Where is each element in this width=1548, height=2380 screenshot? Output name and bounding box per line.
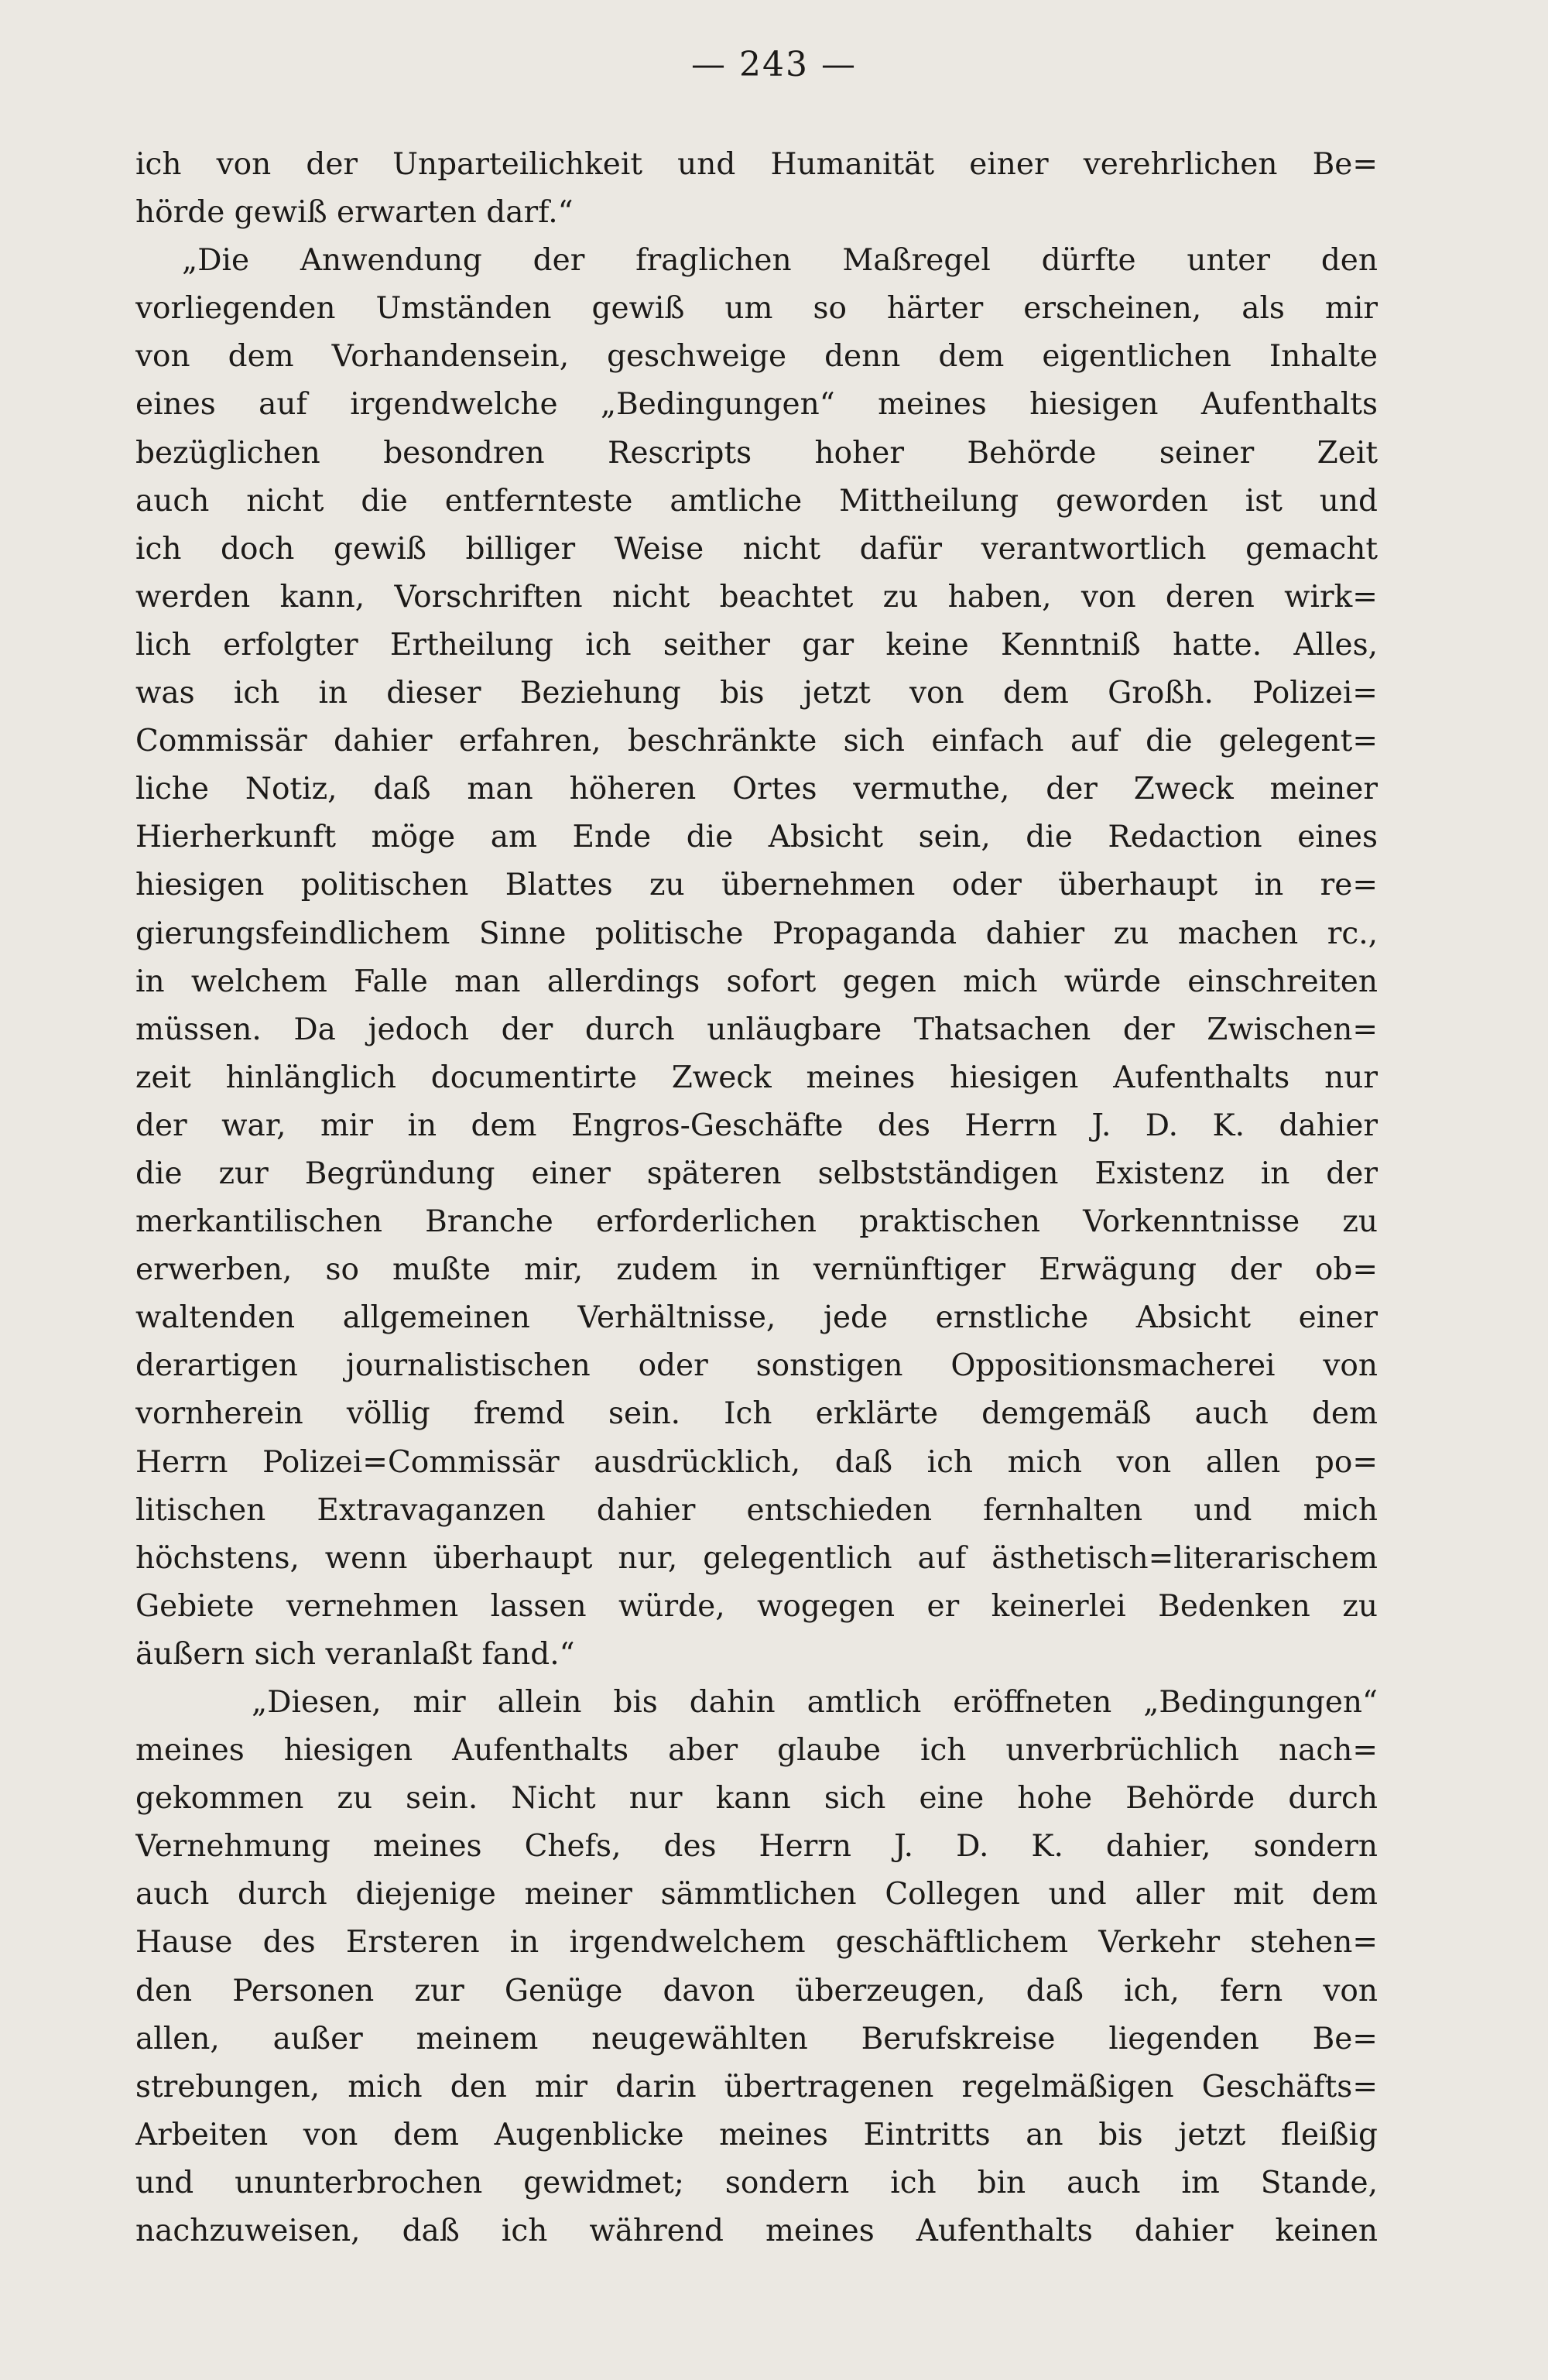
text-line: auch nicht die entfernteste amtliche Mittheilung geworden ist und	[135, 483, 1378, 519]
text-line: lich erfolgter Ertheilung ich seither gar keine Kenntniß hatte. Alles,	[135, 627, 1378, 663]
text-line: Herrn Polizei=Commissär ausdrücklich, daß ich mich von allen po=	[135, 1444, 1378, 1480]
text-line: merkantilischen Branche erforderlichen praktischen Vorkenntnisse zu	[135, 1204, 1378, 1240]
text-line: gekommen zu sein. Nicht nur kann sich eine hohe Behörde durch	[135, 1781, 1378, 1817]
text-line: in welchem Falle man allerdings sofort gegen mich würde einschreiten	[135, 964, 1378, 999]
text-line: „Die Anwendung der fraglichen Maßregel dürfte unter den	[182, 243, 1378, 279]
text-line: den Personen zur Genüge davon überzeugen, daß ich, fern von	[135, 1973, 1378, 2008]
text-line: die zur Begründung einer späteren selbstständigen Existenz in der	[135, 1156, 1378, 1191]
body-text	[135, 141, 1378, 2255]
text-line: meines hiesigen Aufenthalts aber glaube ich unverbrüchlich nach=	[135, 1733, 1378, 1769]
text-line: nachzuweisen, daß ich während meines Aufenthalts dahier keinen	[135, 2214, 1378, 2249]
text-line: allen, außer meinem neugewählten Berufskreise liegenden Be=	[135, 2021, 1378, 2056]
text-line: „Diesen, mir allein bis dahin amtlich eröffneten „Bedingungen“	[252, 1685, 1378, 1720]
text-line: müssen. Da jedoch der durch unläugbare Thatsachen der Zwischen=	[135, 1012, 1378, 1047]
page-number: — 243 —	[691, 45, 857, 84]
text-line: vornherein völlig fremd sein. Ich erklärte demgemäß auch dem	[135, 1396, 1378, 1432]
text-line: äußern sich veranlaßt fand.“	[135, 1636, 575, 1672]
text-line: liche Notiz, daß man höheren Ortes vermuthe, der Zweck meiner	[135, 772, 1378, 807]
text-line: hiesigen politischen Blattes zu übernehmen oder überhaupt in re=	[135, 868, 1378, 903]
text-line: strebungen, mich den mir darin übertragenen regelmäßigen Geschäfts=	[135, 2069, 1378, 2104]
text-line: auch durch diejenige meiner sämmtlichen Collegen und aller mit dem	[135, 1877, 1378, 1913]
text-line: erwerben, so mußte mir, zudem in vernünftiger Erwägung der ob=	[135, 1252, 1378, 1288]
text-line: von dem Vorhandensein, geschweige denn dem eigentlichen Inhalte	[135, 339, 1378, 375]
text-line: ich doch gewiß billiger Weise nicht dafür verantwortlich gemacht	[135, 531, 1378, 567]
text-line: und ununterbrochen gewidmet; sondern ich bin auch im Stande,	[135, 2165, 1378, 2200]
text-line: Hause des Ersteren in irgendwelchem geschäftlichem Verkehr stehen=	[135, 1925, 1378, 1961]
text-line: eines auf irgendwelche „Bedingungen“ meines hiesigen Aufenthalts	[135, 387, 1378, 423]
text-line: höchstens, wenn überhaupt nur, gelegentlich auf ästhetisch=literarischem	[135, 1540, 1378, 1576]
text-line: hörde gewiß erwarten darf.“	[135, 195, 574, 231]
text-line: derartigen journalistischen oder sonstigen Oppositionsmacherei von	[135, 1348, 1378, 1384]
text-line: was ich in dieser Beziehung bis jetzt von dem Großh. Polizei=	[135, 676, 1378, 711]
text-line: bezüglichen besondren Rescripts hoher Behörde seiner Zeit	[135, 435, 1378, 471]
text-line: werden kann, Vorschriften nicht beachtet zu haben, von deren wirk=	[135, 579, 1378, 615]
text-line: der war, mir in dem Engros-Geschäfte des Herrn J. D. K. dahier	[135, 1108, 1378, 1143]
text-line: Commissär dahier erfahren, beschränkte sich einfach auf die gelegent=	[135, 724, 1378, 759]
text-line: Arbeiten von dem Augenblicke meines Eintritts an bis jetzt fleißig	[135, 2117, 1378, 2152]
text-line: ich von der Unparteilichkeit und Humanität einer verehrlichen Be=	[135, 147, 1378, 182]
text-line: zeit hinlänglich documentirte Zweck meines hiesigen Aufenthalts nur	[135, 1060, 1378, 1095]
text-line: Vernehmung meines Chefs, des Herrn J. D. K. dahier, sondern	[135, 1829, 1378, 1865]
text-line: Gebiete vernehmen lassen würde, wogegen er keinerlei Bedenken zu	[135, 1588, 1378, 1624]
text-line: vorliegenden Umständen gewiß um so härter erscheinen, als mir	[135, 291, 1378, 327]
text-line: waltenden allgemeinen Verhältnisse, jede ernstliche Absicht einer	[135, 1300, 1378, 1336]
text-line: gierungsfeindlichem Sinne politische Propaganda dahier zu machen rc.,	[135, 916, 1378, 951]
text-line: litischen Extravaganzen dahier entschieden fernhalten und mich	[135, 1492, 1378, 1528]
text-line: Hierherkunft möge am Ende die Absicht sein, die Redaction eines	[135, 820, 1378, 855]
